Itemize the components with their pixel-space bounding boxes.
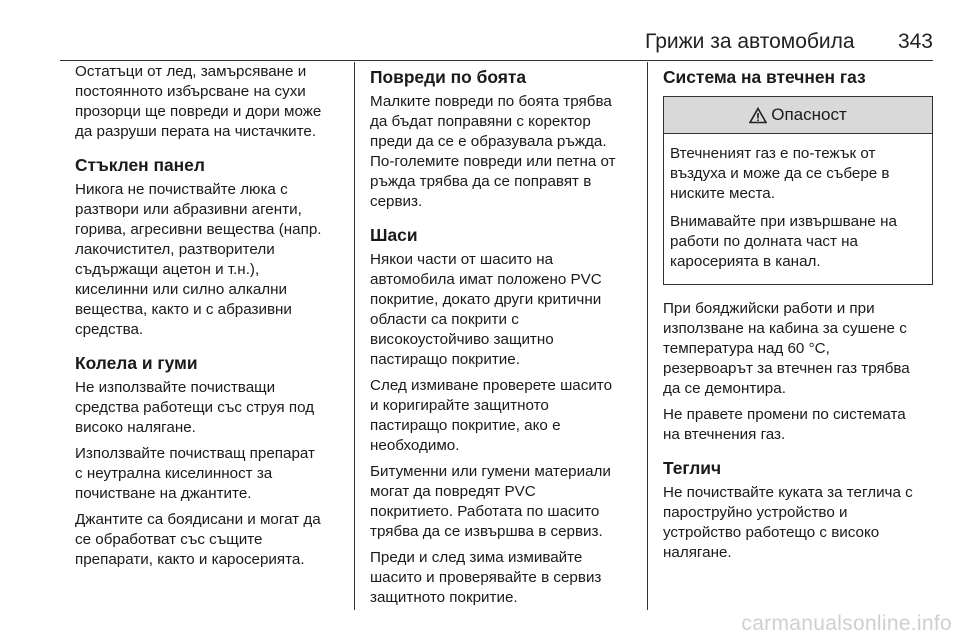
page-number: 343: [897, 30, 933, 53]
header-rule: [60, 60, 933, 61]
section-heading-wheels-tyres: Колела и гуми: [75, 353, 198, 373]
paragraph: Не правете промени по системата на втечнения газ.: [663, 406, 906, 443]
watermark: carmanualsonline.info: [741, 612, 952, 635]
paragraph: При бояджийски работи и при използване на кабина за сушене с температура над 60 °C, резервоарът за втечнен газ трябва да се демонтира.: [663, 300, 910, 397]
intro-paragraph: Остатъци от лед, замърсяване и постоянното избърсване на сухи прозорци ще повреди и дори може да разруши перата на чистачките.: [75, 63, 322, 140]
section-heading-towbar: Теглич: [663, 458, 722, 478]
column-divider-1: [354, 62, 355, 610]
section-heading-chassis: Шаси: [370, 225, 418, 245]
paragraph: Не почиствайте куката за теглича с пароструйно устройство и устройство работещо с високо налягане.: [663, 484, 913, 561]
header-title: Грижи за автомобила: [645, 30, 855, 53]
paragraph: Някои части от шасито на автомобила имат положено PVC покритие, докато други критични области са покрити с високоустойчиво защитно пастиращо покритие.: [370, 251, 602, 368]
column-1: [75, 62, 347, 576]
warning-paragraph: Внимавайте при извършване на работи по долната част на каросерията в канал.: [670, 213, 897, 270]
paragraph: Битуменни или гумени материали могат да повредят PVC покритието. Работата по шасито трябва да се извършва в сервиз.: [370, 463, 611, 540]
paragraph: Не използвайте почистващи средства работещи със струя под високо налягане.: [75, 379, 315, 436]
paragraph: Преди и след зима измивайте шасито и проверявайте в сервиз защитното покритие.: [370, 549, 602, 606]
column-3: [663, 62, 933, 569]
warning-title: Опасност: [771, 105, 847, 124]
section-heading-glass-panel: Стъклен панел: [75, 155, 205, 175]
paragraph: Никога не почиствайте люка с разтвори или абразивни агенти, горива, агресивни вещества (напр. лакочистител, разтворители съдържащи ацетон и т.н.), киселинни или силно алкални вещества, както и с абразивни средства.: [75, 181, 322, 338]
paragraph: Джантите са боядисани и могат да се обработват със същите препарати, както и каросерията.: [75, 511, 321, 568]
section-heading-paint-damage: Повреди по боята: [370, 67, 527, 87]
warning-body: [664, 134, 932, 284]
warning-triangle-icon: [749, 107, 767, 124]
warning-paragraph: Втечненият газ е по-тежък от въздуха и може да се събере в ниските места.: [670, 145, 890, 202]
warning-header: [664, 97, 932, 134]
warning-box: [663, 96, 933, 285]
paragraph: Малките повреди по боята трябва да бъдат поправяни с коректор преди да се е образувала ръжда. По-големите повреди или петна от ръжда трябва да се поправят в сервиз.: [370, 93, 616, 210]
section-heading-lpg-system: Система на втечнен газ: [663, 67, 866, 87]
column-2: [370, 62, 638, 614]
column-divider-2: [647, 62, 648, 610]
paragraph: Използвайте почистващ препарат с неутрална киселинност за почистване на джантите.: [75, 445, 315, 502]
paragraph: След измиване проверете шасито и коригирайте защитното пастиращо покритие, ако е необходимо.: [370, 377, 613, 454]
